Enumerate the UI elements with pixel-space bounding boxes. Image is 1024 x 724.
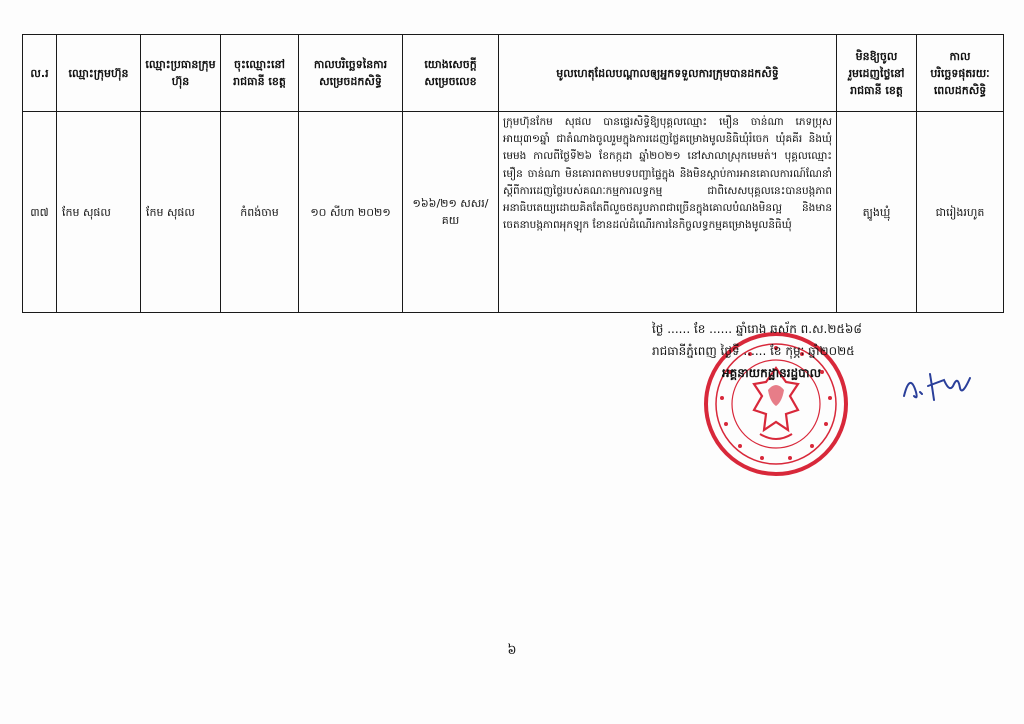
header-reason: មូលហេតុដែលបណ្តាលឲ្យអ្នកទទួលការក្រុមបានដកសិទ្ធិ [499, 35, 837, 112]
header-company-head: ឈ្មោះប្រធានក្រុមហ៊ុន [141, 35, 221, 112]
cell-decision-date: ១០ សីហា ២០២១ [299, 112, 403, 313]
cell-decision-ref: ១៦៦/២១ សសរ/គយ [403, 112, 499, 313]
cell-no: ៣៧ [23, 112, 57, 313]
cell-banned-province: ត្បូងឃ្មុំ [837, 112, 917, 313]
header-banned-province: មិនឱ្យចូលរួមដេញថ្លៃនៅរាជធានី ខេត្ត [837, 35, 917, 112]
table-row [23, 112, 1004, 313]
header-registered-province: ចុះឈ្មោះនៅរាជធានី ខេត្ត [221, 35, 299, 112]
cell-expiry: ជារៀងរហូត [917, 112, 1004, 313]
header-company: ឈ្មោះក្រុមហ៊ុន [57, 35, 141, 112]
cell-reason: ក្រុមហ៊ុនកែម សុផល បានផ្ទេរសិទ្ធិឱ្យបុគ្គលឈ្មោះ មឿន ចាន់ណា ភេទប្រុស អាយុ៣១ឆ្នាំ ជាតំណាងចូលរួមក្នុងការដេញថ្លៃគម្រោងមូលនិធិឃុំរំចេក ឃុំគគីរ និងឃុំមេមង កាលពីថ្ងៃទី២៦ ខែកក្កដា ឆ្នាំ២០២១ នៅសាលាស្រុកមេមត់។ បុគ្គលឈ្មោះ មឿន ចាន់ណា មិនគោរពតាមបទបញ្ជាផ្ទៃក្នុង និងមិនស្តាប់ការអានគោលការណ៍ណែនាំស្តីពីការដេញថ្លៃរបស់គណៈកម្មការលទ្ធកម្ម ជាពិសេសបុគ្គលនេះបានបង្កភាពអនាធិបតេយ្យដោយគិតតែពីលួចថតរូបភាពជាច្រើនក្នុងគោលបំណងមិនល្អ និងមានចេតនាបង្កភាពអុកឡុក ខែានដល់ដំណើរការនៃកិច្ចលទ្ធកម្មគម្រោងមូលនិធិឃុំ [499, 112, 837, 313]
lunar-date-line: ថ្ងៃ ...... ខែ ...... ឆ្នាំរោង ឆស័ក ព.ស.២៥៦៨ [652, 322, 862, 336]
header-decision-date: កាលបរិច្ឆេទនៃការសម្រេចដកសិទ្ធិ [299, 35, 403, 112]
header-decision-ref: យោងសេចក្តីសម្រេចលេខ [403, 35, 499, 112]
cell-registered-province: កំពង់ចាម [221, 112, 299, 313]
header-no: ល.រ [23, 35, 57, 112]
signature-icon [900, 366, 980, 406]
header-expiry: កាលបរិច្ឆេទផុតរយៈពេលដកសិទ្ធិ [917, 35, 1004, 112]
revocation-table [22, 34, 1004, 313]
cell-company-head: កែម សុផល [141, 112, 221, 313]
signing-department: អគ្គនាយកដ្ឋានរដ្ឋបាល [722, 366, 822, 380]
page-number: ៦ [507, 643, 517, 658]
solar-date-line: រាជធានីភ្នំពេញ ថ្ងៃទី ...... ខែ កុម្ភៈ ឆ្នាំ២០២៥ [652, 344, 855, 358]
table-header-row [23, 35, 1004, 112]
cell-company: កែម សុផល [57, 112, 141, 313]
